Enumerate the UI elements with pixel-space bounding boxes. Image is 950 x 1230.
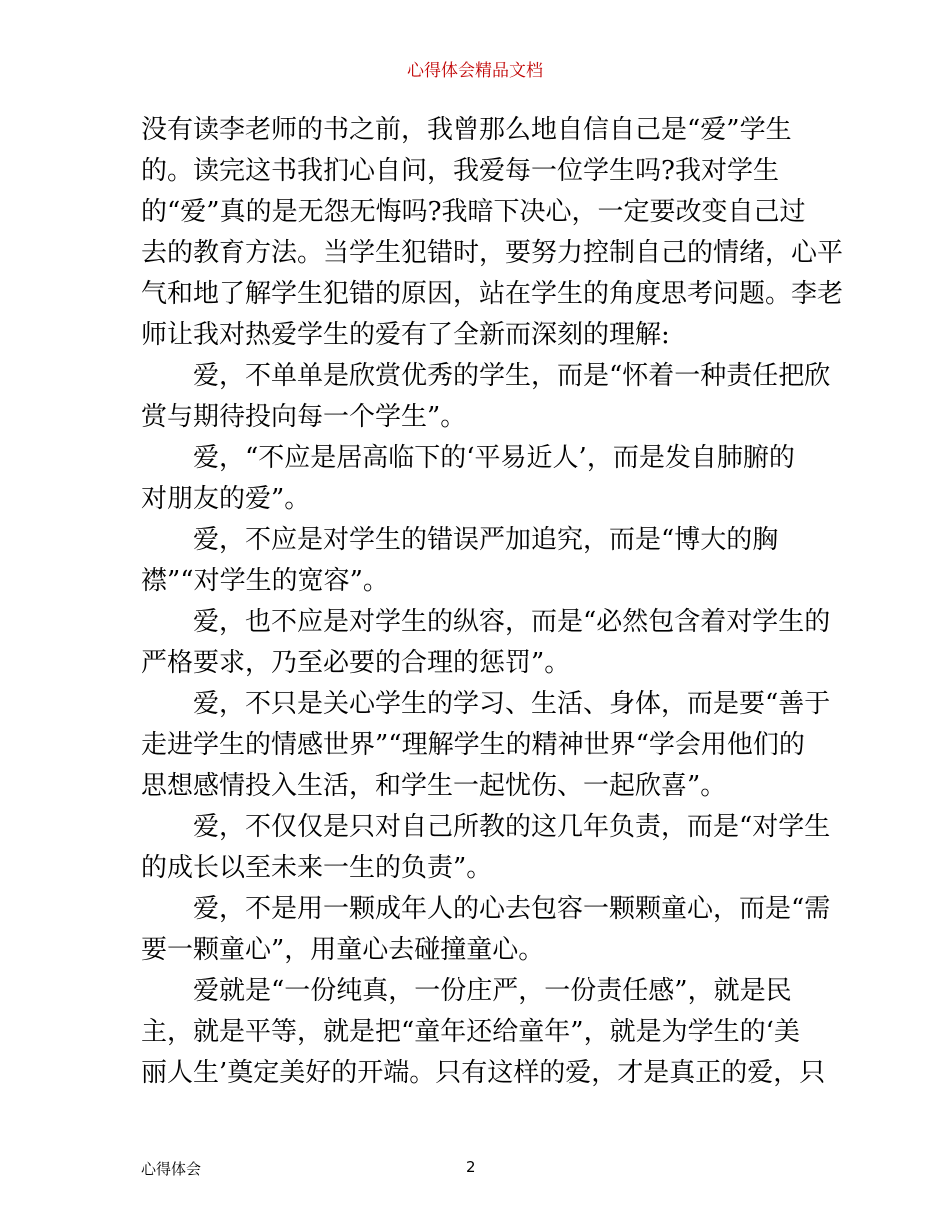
text-line: 没有读李老师的书之前，我曾那么地自信自己是“爱”学生 [141,115,792,145]
text-line: 爱，“不应是居高临下的‘平易近人’，而是发自肺腑的 [193,443,795,473]
text-line: 的成长以至未来一生的负责”。 [141,853,493,883]
text-line: 主，就是平等，就是把“童年还给童年”，就是为学生的‘美 [141,1017,800,1047]
text-line: 爱就是“一份纯真，一份庄严，一份责任感”，就是民 [193,976,792,1006]
text-line: 爱，也不应是对学生的纵容，而是“必然包含着对学生的 [193,607,831,637]
text-line: 师让我对热爱学生的爱有了全新而深刻的理解: [141,320,670,350]
text-line: 爱，不仅仅是只对自己所教的这几年负责，而是“对学生 [193,812,831,842]
text-line: 思想感情投入生活，和学生一起忧伤、一起欣喜”。 [141,771,727,801]
text-line: 丽人生’奠定美好的开端。只有这样的爱，才是真正的爱，只 [141,1058,826,1088]
text-line: 爱，不单单是欣赏优秀的学生，而是“怀着一种责任把欣 [193,361,831,391]
text-line: 走进学生的情感世界”“理解学生的精神世界“学会用他们的 [141,730,805,760]
text-line: 爱，不只是关心学生的学习、生活、身体，而是要“善于 [193,689,831,719]
footer-label: 心得体会 [141,1160,202,1178]
text-line: 赏与期待投向每一个学生”。 [141,402,467,432]
document-body [141,110,844,1094]
text-line: 要一颗童心”，用童心去碰撞童心。 [141,935,545,965]
text-line: 对朋友的爱”。 [141,484,311,514]
text-line: 气和地了解学生犯错的原因，站在学生的角度思考问题。李老 [141,279,844,309]
text-line: 襟”“对学生的宽容”。 [141,566,389,596]
text-line: 爱，不是用一颗成年人的心去包容一颗颗童心，而是“需 [193,894,831,924]
text-line: 的。读完这书我扪心自问，我爱每一位学生吗?我对学生 [141,156,779,186]
page-number: 2 [466,1158,476,1176]
text-line: 去的教育方法。当学生犯错时，要努力控制自己的情绪，心平 [141,238,844,268]
text-line: 严格要求，乃至必要的合理的惩罚”。 [141,648,571,678]
text-line: 的“爱”真的是无怨无悔吗?我暗下决心，一定要改变自己过 [141,197,806,227]
page-header-title: 心得体会精品文档 [407,61,543,81]
text-line: 爱，不应是对学生的错误严加追究，而是“博大的胸 [193,525,779,555]
